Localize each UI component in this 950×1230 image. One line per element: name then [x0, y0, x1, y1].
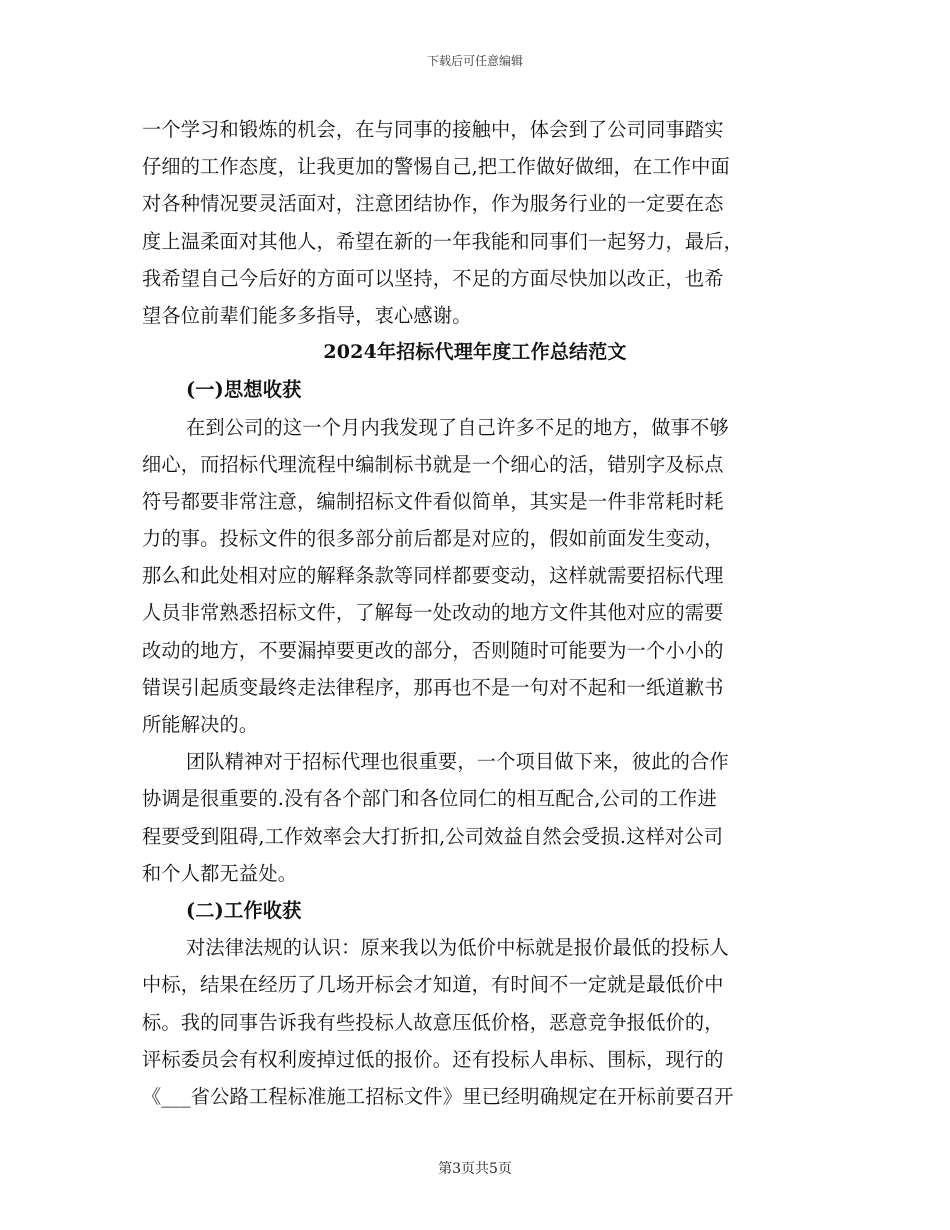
body-line: 我希望自己今后好的方面可以坚持，不足的方面尽快加以改正，也希: [142, 266, 724, 290]
body-line: 对法律法规的认识：原来我以为低价中标就是报价最低的投标人: [186, 936, 729, 960]
body-line: 中标，结果在经历了几场开标会才知道，有时间不一定就是最低价中: [142, 973, 724, 997]
body-line: 在到公司的这一个月内我发现了自己许多不足的地方，做事不够: [186, 415, 729, 439]
body-line: 人员非常熟悉招标文件，了解每一处改动的地方文件其他对应的需要: [142, 601, 724, 625]
page-footer: 第3页共5页: [438, 1161, 512, 1177]
body-line: 程要受到阻碍,工作效率会大打折扣,公司效益自然会受损.这样对公司: [142, 824, 724, 848]
body-line: 对各种情况要灵活面对，注意团结协作，作为服务行业的一定要在态: [142, 192, 724, 216]
body-line: 《___省公路工程标准施工招标文件》里已经明确规定在开标前要召开: [142, 1084, 734, 1108]
body-line: 仔细的工作态度，让我更加的警惕自己,把工作做好做细，在工作中面: [142, 155, 730, 179]
body-line: 团队精神对于招标代理也很重要，一个项目做下来，彼此的合作: [186, 750, 729, 774]
body-line: 改动的地方，不要漏掉要更改的部分，否则随时可能要为一个小小的: [142, 638, 724, 662]
body-line: 符号都要非常注意，编制招标文件看似简单，其实是一件非常耗时耗: [142, 489, 724, 513]
document-title: 2024年招标代理年度工作总结范文: [323, 341, 627, 364]
body-line: 标。我的同事告诉我有些投标人故意压低价格，恶意竞争报低价的，: [142, 1010, 724, 1034]
body-line: 细心，而招标代理流程中编制标书就是一个细心的活，错别字及标点: [142, 452, 724, 476]
body-line: 所能解决的。: [142, 713, 259, 736]
body-line: 一个学习和锻炼的机会，在与同事的接触中，体会到了公司同事踏实: [142, 118, 724, 141]
body-line: 望各位前辈们能多多指导，衷心感谢。: [142, 303, 472, 327]
section-heading-work: (二)工作收获: [186, 898, 302, 922]
body-line: 协调是很重要的.没有各个部门和各位同仁的相互配合,公司的工作进: [142, 787, 717, 811]
section-heading-thoughts: (一)思想收获: [186, 378, 302, 402]
body-line: 和个人都无益处。: [142, 861, 298, 885]
body-line: 力的事。投标文件的很多部分前后都是对应的，假如前面发生变动，: [142, 527, 724, 551]
body-line: 度上温柔面对其他人，希望在新的一年我能和同事们一起努力，最后，: [142, 229, 744, 253]
document-body: [142, 111, 808, 1115]
body-line: 那么和此处相对应的解释条款等同样都要变动，这样就需要招标代理: [142, 564, 724, 588]
body-line: 错误引起质变最终走法律程序，那再也不是一句对不起和一纸道歉书: [142, 675, 724, 699]
page-header: 下载后可任意编辑: [426, 54, 523, 68]
body-line: 评标委员会有权利废掉过低的报价。还有投标人串标、围标，现行的: [142, 1047, 724, 1071]
